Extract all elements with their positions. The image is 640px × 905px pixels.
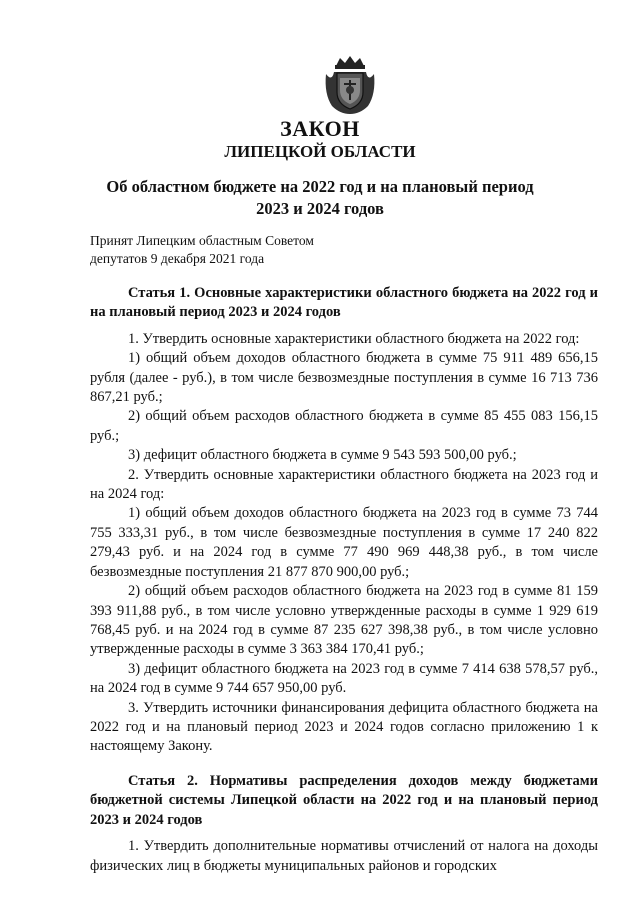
- article-1-item-2-1: 1) общий объем доходов областного бюджета на 2023 год в сумме 73 744 755 333,31 руб., в том числе безвозмездные поступления в сумме 17 240 822 279,43 руб. и на 2024 год в сумме 77 490 969 448,38 руб., в том числе безвозмездные поступления 21 877 870 900,00 руб.;: [90, 505, 598, 580]
- adoption-note: [90, 232, 314, 268]
- article-2-heading: Статья 2. Нормативы распределения доходов между бюджетами бюджетной системы Липецкой области на 2022 год и на плановый период 2023 и 2024 годов: [90, 773, 598, 828]
- article-1-item-2-2: 2) общий объем расходов областного бюджета на 2023 год в сумме 81 159 393 911,88 руб., в том числе условно утвержденные расходы в сумме 1 929 619 768,45 руб. и на 2024 год в сумме 87 235 627 398,38 руб., в том числе условно утвержденные расходы в сумме 3 363 384 170,41 руб.;: [90, 583, 598, 658]
- article-1: [90, 284, 598, 757]
- article-1-paragraph-1: 1. Утвердить основные характеристики областного бюджета на 2022 год:: [128, 330, 580, 347]
- adoption-note-line-1: Принят Липецким областным Советом: [90, 233, 314, 248]
- article-1-paragraph-2: 2. Утвердить основные характеристики областного бюджета на 2023 год и на 2024 год:: [90, 466, 598, 503]
- region-title: ЛИПЕЦКОЙ ОБЛАСТИ: [224, 142, 416, 161]
- article-2: [90, 772, 598, 876]
- article-1-item-1-2: 2) общий объем расходов областного бюджета в сумме 85 455 083 156,15 руб.;: [90, 408, 598, 444]
- article-1-heading: Статья 1. Основные характеристики областного бюджета на 2022 год и на плановый период 2023 и 2024 годов: [90, 285, 598, 321]
- article-1-item-2-3: 3) дефицит областного бюджета на 2023 год в сумме 7 414 638 578,57 руб., на 2024 год в сумме 9 744 657 950,00 руб.: [90, 660, 598, 697]
- article-1-paragraph-3: 3. Утвердить источники финансирования дефицита областного бюджета на 2022 год и на плановый период 2023 и 2024 годов согласно приложению 1 к настоящему Закону.: [90, 699, 598, 755]
- law-subject-line-1: Об областном бюджете на 2022 год и на плановый период: [106, 177, 534, 196]
- law-title: ЗАКОН: [280, 116, 360, 141]
- law-subject-line-2: 2023 и 2024 годов: [256, 199, 384, 218]
- article-2-paragraph-1: 1. Утвердить дополнительные нормативы отчислений от налога на доходы физических лиц в бюджеты муниципальных районов и городских: [90, 838, 598, 874]
- lipetsk-coat-of-arms-icon: [322, 54, 378, 116]
- article-1-item-1-3: 3) дефицит областного бюджета в сумме 9 543 593 500,00 руб.;: [128, 447, 517, 464]
- law-subject: [60, 176, 580, 220]
- adoption-note-line-2: депутатов 9 декабря 2021 года: [90, 251, 265, 266]
- article-1-item-1-1: 1) общий объем доходов областного бюджета в сумме 75 911 489 656,15 рубля (далее - руб.), в том числе безвозмездные поступления в сумме 16 713 736 867,21 руб.;: [90, 350, 598, 406]
